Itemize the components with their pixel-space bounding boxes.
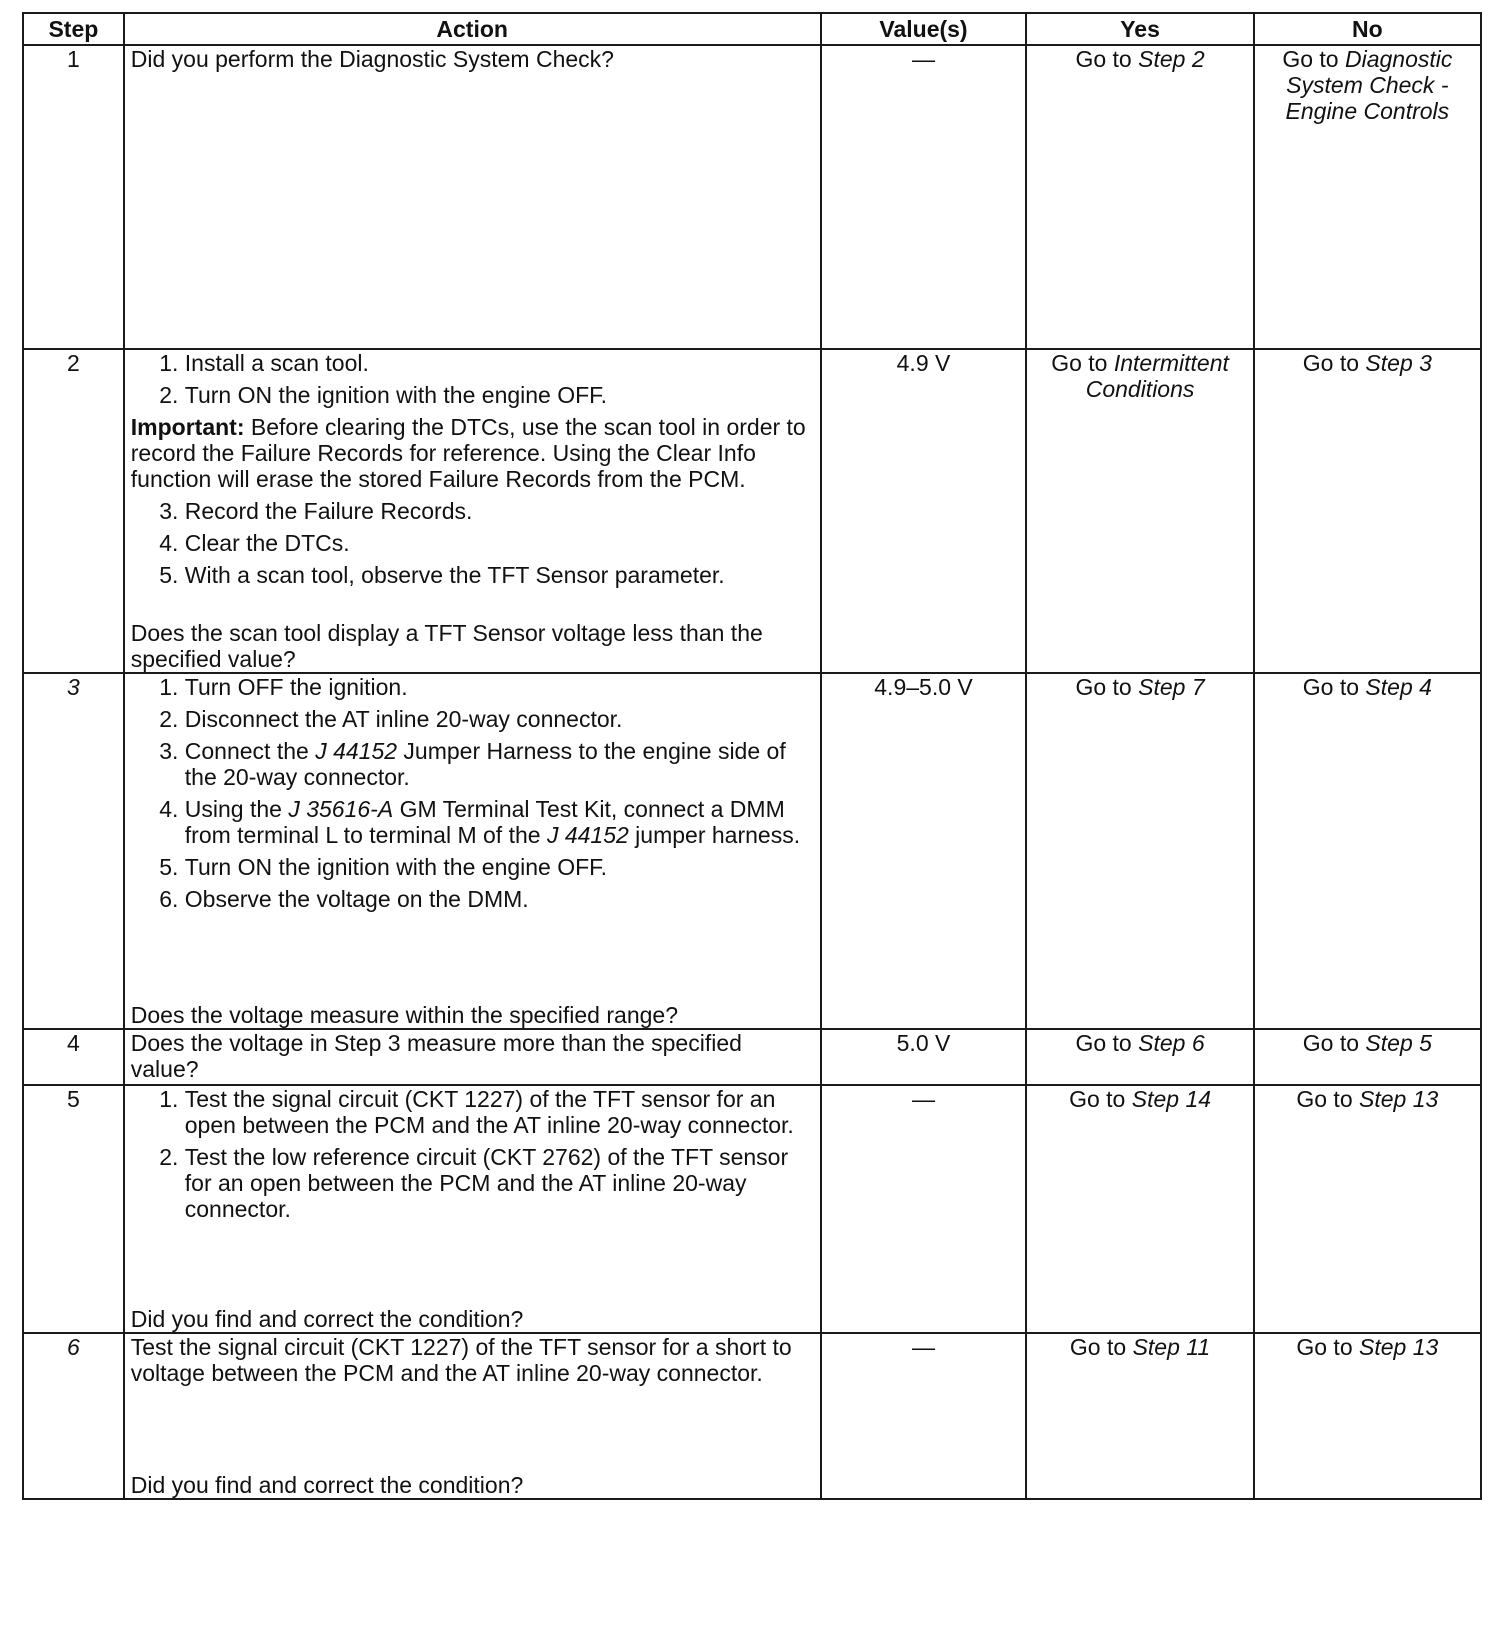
table-row	[23, 673, 1481, 1029]
list-item: 6. Observe the voltage on the DMM.	[185, 886, 814, 912]
no-ref[interactable]: Step 3	[1365, 350, 1432, 376]
tool-ref: J 35616-A	[288, 796, 394, 822]
list-item: 5. With a scan tool, observe the TFT Sensor parameter.	[185, 562, 814, 588]
important-note	[131, 414, 814, 492]
list-item: 2. Test the low reference circuit (CKT 2762) of the TFT sensor for an open between the PCM and the AT inline 20-way connector.	[185, 1144, 814, 1222]
no-prefix: Go to	[1282, 46, 1345, 72]
table-row	[23, 1029, 1481, 1085]
no-ref[interactable]: Diagnostic System Check - Engine Controls	[1285, 46, 1453, 124]
action-list	[131, 674, 814, 918]
no-cell	[1254, 1029, 1481, 1085]
no-ref[interactable]: Step 4	[1365, 674, 1432, 700]
item-text: GM Terminal Test Kit, connect a DMM from terminal L to terminal M of the	[184, 796, 785, 848]
yes-prefix: Go to	[1075, 46, 1139, 72]
item-text: Jumper Harness to the engine side of the 20-way connector.	[184, 738, 786, 790]
no-prefix: Go to	[1296, 1334, 1360, 1360]
header-no: No	[1254, 13, 1481, 45]
important-label: Important:	[130, 414, 245, 440]
step-number: 6	[23, 1333, 124, 1499]
action-list	[131, 1086, 814, 1228]
yes-ref[interactable]: Step 11	[1132, 1334, 1211, 1360]
value-cell: —	[821, 45, 1027, 349]
value-cell: —	[821, 1085, 1027, 1333]
action-text: Test the signal circuit (CKT 1227) of the TFT sensor for a short to voltage between the PCM and the AT inline 20-way connector.	[130, 1334, 792, 1386]
list-item: 2. Disconnect the AT inline 20-way connector.	[185, 706, 814, 732]
no-cell	[1254, 1333, 1481, 1499]
yes-cell	[1026, 1029, 1253, 1085]
table-row	[23, 1085, 1481, 1333]
action-cell	[124, 673, 821, 1029]
table-row	[23, 45, 1481, 349]
list-item: 4. Clear the DTCs.	[185, 530, 814, 556]
action-cell	[124, 349, 821, 673]
header-yes: Yes	[1026, 13, 1253, 45]
no-cell	[1254, 673, 1481, 1029]
no-cell	[1254, 349, 1481, 673]
action-question: Does the scan tool display a TFT Sensor voltage less than the specified value?	[130, 620, 763, 672]
action-question: Did you find and correct the condition?	[130, 1306, 524, 1332]
yes-prefix: Go to	[1051, 350, 1114, 376]
important-text: Before clearing the DTCs, use the scan tool in order to record the Failure Records for reference. Using the Clear Info function will erase the stored Failure Records from the PCM.	[130, 414, 806, 492]
header-action: Action	[124, 13, 821, 45]
action-list	[131, 498, 814, 588]
action-question: Did you perform the Diagnostic System Check?	[130, 46, 614, 72]
list-item: 1. Install a scan tool.	[185, 350, 814, 376]
yes-prefix: Go to	[1069, 1334, 1133, 1360]
action-question: Did you find and correct the condition?	[130, 1472, 524, 1498]
table-row	[23, 1333, 1481, 1499]
list-item	[185, 738, 814, 790]
yes-cell	[1026, 349, 1253, 673]
value-cell: 5.0 V	[821, 1029, 1027, 1085]
yes-ref[interactable]: Step 7	[1138, 674, 1205, 700]
yes-cell	[1026, 1333, 1253, 1499]
step-number: 1	[23, 45, 124, 349]
yes-cell	[1026, 673, 1253, 1029]
item-text: jumper harness.	[628, 822, 801, 848]
tool-ref: J 44152	[315, 738, 398, 764]
no-cell	[1254, 1085, 1481, 1333]
list-item: 3. Record the Failure Records.	[185, 498, 814, 524]
item-text: Connect the	[184, 738, 316, 764]
list-item: 2. Turn ON the ignition with the engine OFF.	[185, 382, 814, 408]
action-list	[131, 350, 814, 408]
table-header-row	[23, 13, 1481, 45]
action-cell	[124, 1029, 821, 1085]
action-cell	[124, 45, 821, 349]
no-ref[interactable]: Step 5	[1365, 1030, 1432, 1056]
table-row	[23, 349, 1481, 673]
yes-ref[interactable]: Intermittent Conditions	[1085, 350, 1229, 402]
no-prefix: Go to	[1296, 1086, 1360, 1112]
action-cell	[124, 1333, 821, 1499]
no-ref[interactable]: Step 13	[1359, 1334, 1439, 1360]
step-number: 5	[23, 1085, 124, 1333]
step-number: 3	[23, 673, 124, 1029]
action-question: Does the voltage measure within the specified range?	[130, 1002, 678, 1028]
yes-ref[interactable]: Step 2	[1138, 46, 1205, 72]
no-prefix: Go to	[1302, 1030, 1366, 1056]
yes-cell	[1026, 45, 1253, 349]
step-number: 4	[23, 1029, 124, 1085]
step-number: 2	[23, 349, 124, 673]
no-ref[interactable]: Step 13	[1359, 1086, 1439, 1112]
tool-ref: J 44152	[546, 822, 629, 848]
no-prefix: Go to	[1302, 350, 1366, 376]
list-item: 5. Turn ON the ignition with the engine OFF.	[185, 854, 814, 880]
yes-prefix: Go to	[1069, 1086, 1132, 1112]
value-cell: 4.9–5.0 V	[821, 673, 1027, 1029]
action-question: Does the voltage in Step 3 measure more than the specified value?	[130, 1030, 742, 1082]
item-text: Using the	[184, 796, 289, 822]
yes-prefix: Go to	[1075, 674, 1139, 700]
yes-cell	[1026, 1085, 1253, 1333]
no-cell	[1254, 45, 1481, 349]
action-cell	[124, 1085, 821, 1333]
header-step: Step	[23, 13, 124, 45]
diagnostic-table	[22, 12, 1482, 1500]
header-values: Value(s)	[821, 13, 1027, 45]
yes-ref[interactable]: Step 6	[1138, 1030, 1205, 1056]
yes-prefix: Go to	[1075, 1030, 1139, 1056]
value-cell: —	[821, 1333, 1027, 1499]
no-prefix: Go to	[1302, 674, 1366, 700]
value-cell: 4.9 V	[821, 349, 1027, 673]
list-item: 1. Test the signal circuit (CKT 1227) of the TFT sensor for an open between the PCM and the AT inline 20-way connector.	[185, 1086, 814, 1138]
list-item: 1. Turn OFF the ignition.	[185, 674, 814, 700]
yes-ref[interactable]: Step 14	[1131, 1086, 1212, 1112]
list-item	[185, 796, 814, 848]
